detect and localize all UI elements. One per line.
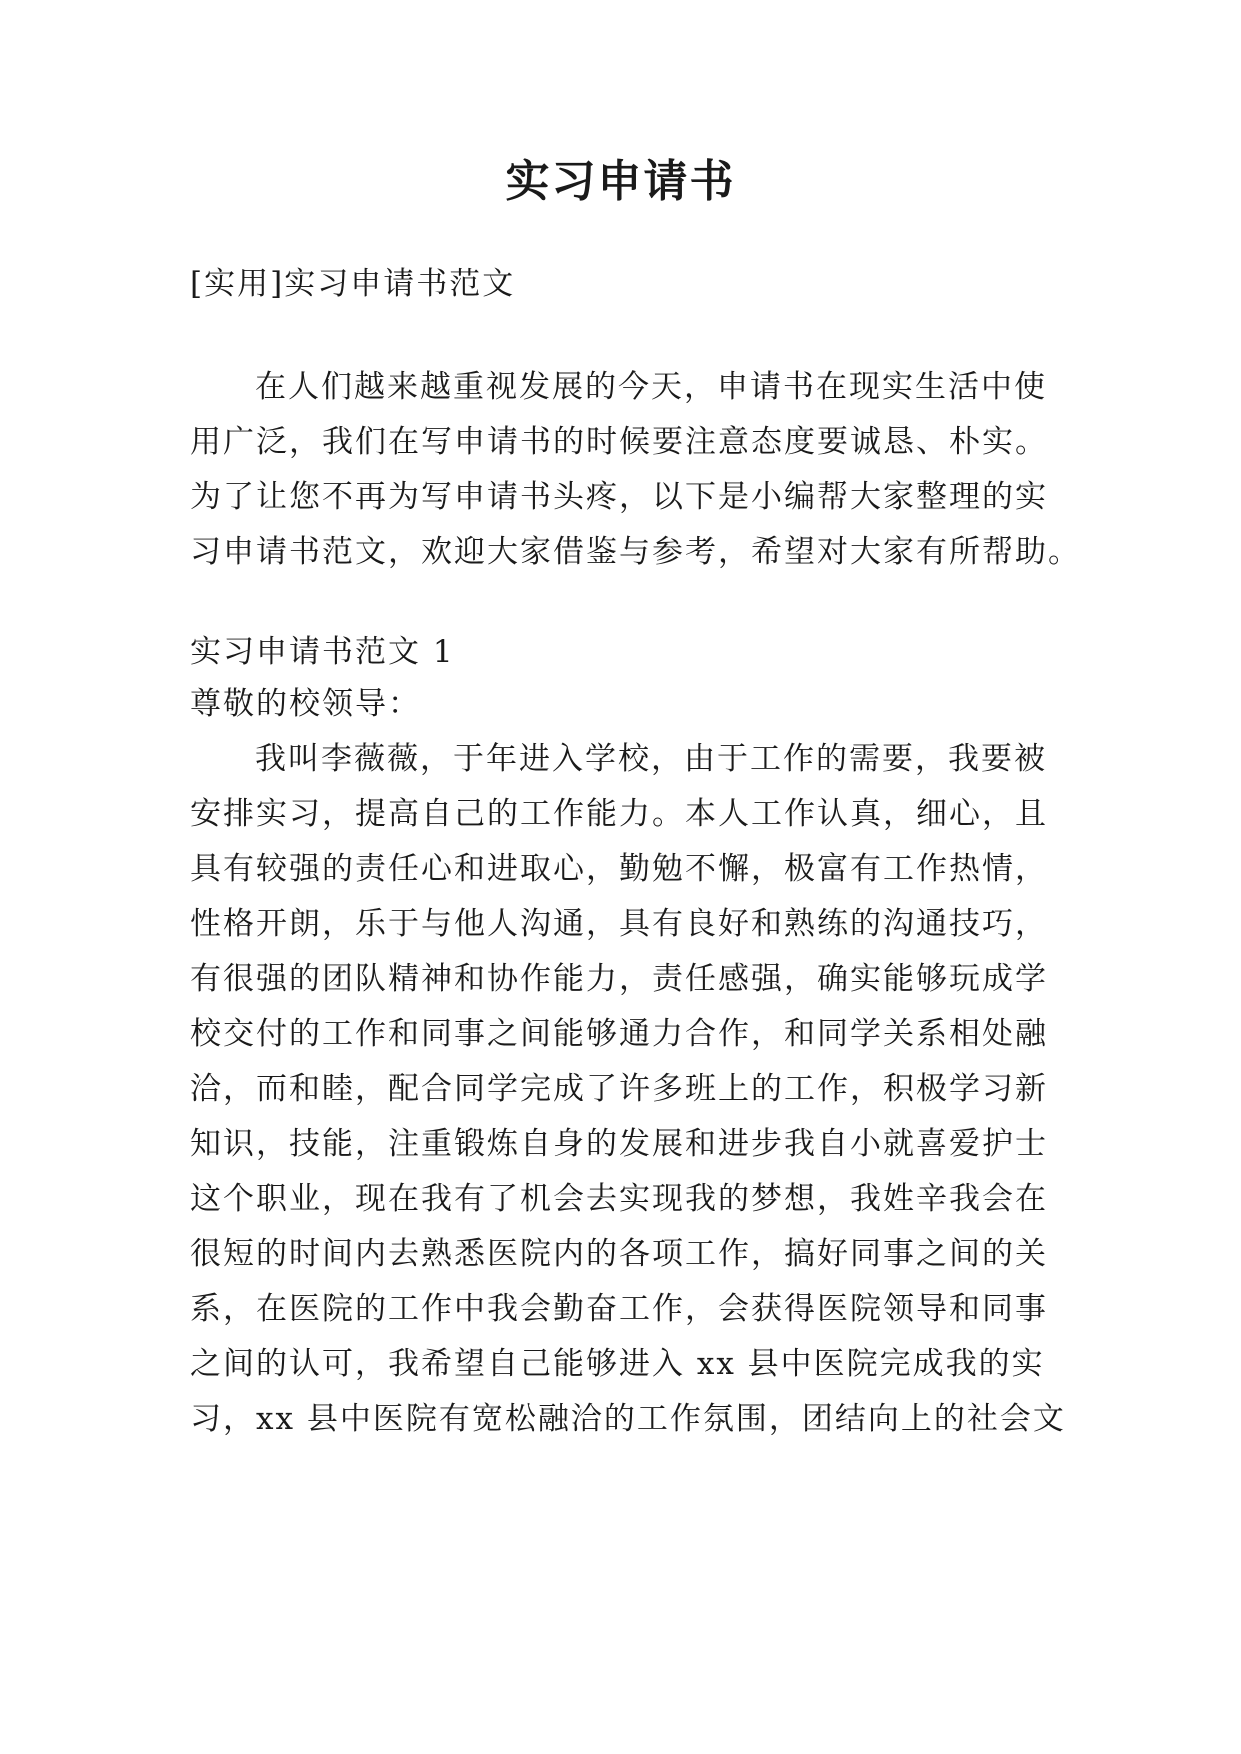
body-line: 习，xx 县中医院有宽松融洽的工作氛围，团结向上的社会文 [190, 1401, 1066, 1437]
document-title: 实习申请书 [505, 156, 736, 207]
body-line: 我叫李薇薇，于年进入学校，由于工作的需要，我要被 [255, 741, 1047, 777]
intro-line: 在人们越来越重视发展的今天，申请书在现实生活中使 [255, 369, 1047, 405]
intro-line: 用广泛，我们在写申请书的时候要注意态度要诚恳、朴实。 [190, 424, 1048, 460]
body-line: 有很强的团队精神和协作能力，责任感强，确实能够玩成学 [190, 961, 1048, 997]
body-line: 知识，技能，注重锻炼自身的发展和进步我自小就喜爱护士 [190, 1126, 1048, 1162]
body-line: 很短的时间内去熟悉医院内的各项工作，搞好同事之间的关 [190, 1236, 1048, 1272]
body-line: 具有较强的责任心和进取心，勤勉不懈，极富有工作热情， [190, 851, 1048, 887]
body-line: 洽，而和睦，配合同学完成了许多班上的工作，积极学习新 [190, 1071, 1048, 1107]
body-line: 之间的认可，我希望自己能够进入 xx 县中医院完成我的实 [190, 1346, 1045, 1382]
body-line: 系，在医院的工作中我会勤奋工作，会获得医院领导和同事 [190, 1291, 1048, 1327]
body-line: 这个职业，现在我有了机会去实现我的梦想，我姓辛我会在 [190, 1181, 1048, 1217]
section-heading: 实习申请书范文 1 [190, 634, 455, 670]
body-line: 校交付的工作和同事之间能够通力合作，和同学关系相处融 [190, 1016, 1048, 1052]
body-line: 性格开朗，乐于与他人沟通，具有良好和熟练的沟通技巧， [190, 906, 1048, 942]
intro-line: 为了让您不再为写申请书头疼，以下是小编帮大家整理的实 [190, 479, 1048, 515]
intro-line: 习申请书范文，欢迎大家借鉴与参考，希望对大家有所帮助。 [190, 534, 1081, 570]
document-subtitle: [实用]实习申请书范文 [190, 266, 516, 302]
body-line: 安排实习，提高自己的工作能力。本人工作认真，细心，且 [190, 796, 1048, 832]
salutation: 尊敬的校领导： [190, 686, 421, 722]
